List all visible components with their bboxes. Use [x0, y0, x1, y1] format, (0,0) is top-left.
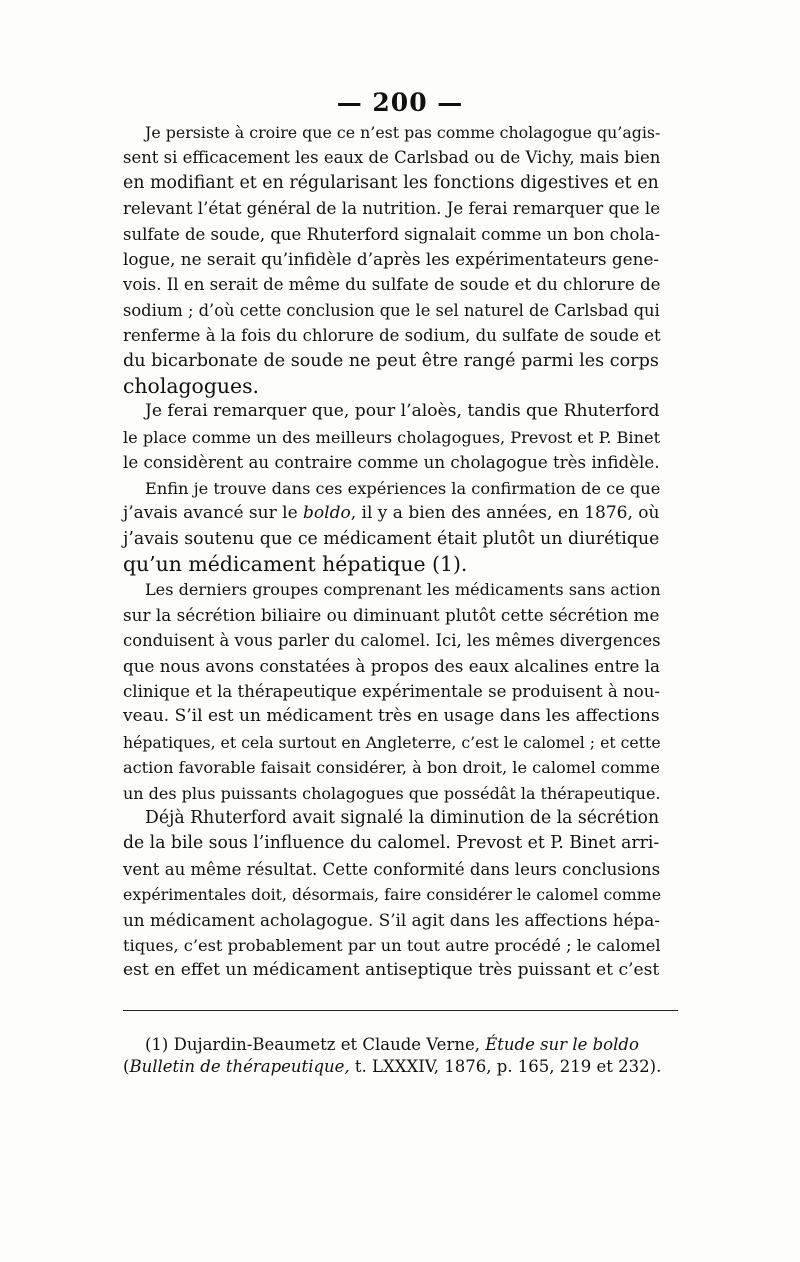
footnote-marker: (1) [145, 1035, 169, 1054]
text-line: le considèrent au contraire comme un cholagogue très infidèle. [123, 453, 660, 473]
text-line: le place comme un des meilleurs cholagogues, Prevost et P. Binet [123, 427, 661, 447]
text-line: renferme à la fois du chlorure de sodium, du sulfate de soude et [123, 326, 661, 346]
text-line: sent si efficacement les eaux de Carlsbad ou de Vichy, mais bien [123, 148, 661, 168]
text-line: est en effet un médicament antiseptique très puissant et c’est [123, 960, 660, 981]
text-line: que nous avons constatées à propos des eaux alcalines entre la [123, 655, 661, 676]
footnote-rule [123, 1010, 678, 1011]
text-line: un médicament acholagogue. S’il agit dans les affections hépa- [123, 909, 660, 930]
text-line: expérimentales doit, désormais, faire considérer le calomel comme [123, 885, 662, 905]
paragraph [123, 120, 678, 399]
text-line: hépatiques, et cela surtout en Angleterre, c’est le calomel ; et cette [123, 732, 661, 752]
footnote [123, 1034, 678, 1078]
text-line: de la bile sous l’influence du calomel. Prevost et P. Binet arri- [123, 833, 660, 854]
footnote-reference: t. LXXXIV, 1876, p. 165, 219 et 232). [349, 1057, 662, 1076]
text-line: action favorable faisait considérer, à bon droit, le calomel comme [123, 758, 660, 778]
text-line: vois. Il en serait de même du sulfate de soude et du chlorure de [123, 275, 661, 295]
text-line: Je persiste à croire que ce n’est pas comme cholagogue qu’agis- [145, 123, 661, 142]
text-line: du bicarbonate de soude ne peut être rangé parmi les corps [123, 350, 659, 371]
footnote-title: Étude sur le boldo [485, 1035, 639, 1054]
text-line: logue, ne serait qu’infidèle d’après les expérimentateurs gene- [123, 249, 660, 270]
paragraph [123, 577, 678, 806]
text-line: tiques, c’est probablement par un tout autre procédé ; le calomel [123, 936, 661, 955]
text-line: Les derniers groupes comprenant les médicaments sans action [145, 580, 661, 600]
text-line: j’avais avancé sur le boldo, il y a bien des années, en 1876, où [123, 503, 660, 524]
footnote-authors: Dujardin-Beaumetz et Claude Verne, [173, 1035, 480, 1054]
text-line: qu’un médicament hépatique (1). [123, 551, 468, 576]
text-line: Enfin je trouve dans ces expériences la confirmation de ce que [145, 478, 661, 498]
footnote-paren: ( [123, 1057, 130, 1076]
footnote-journal: Bulletin de thérapeutique, [129, 1057, 350, 1076]
text-line: en modifiant et en régularisant les fonctions digestives et en [123, 172, 659, 193]
text-line: conduisent à vous parler du calomel. Ici, les mêmes divergences [123, 631, 661, 651]
paragraph [123, 399, 678, 475]
text-line: Je ferai remarquer que, pour l’aloès, tandis que Rhuterford [145, 401, 660, 422]
text-line: un des plus puissants cholagogues que possédât la thérapeutique. [123, 783, 661, 803]
text-line: cholagogues. [123, 374, 260, 399]
paragraph [123, 476, 678, 578]
text-line: clinique et la thérapeutique expérimentale se produisent à nou- [123, 681, 660, 701]
text-line: j’avais soutenu que ce médicament était plutôt un diurétique [123, 528, 660, 549]
page-number: — 200 — [336, 88, 464, 117]
text-line: sulfate de soude, que Rhuterford signalait comme un bon chola- [123, 224, 661, 244]
text-line: sodium ; d’où cette conclusion que le sel naturel de Carlsbad qui [123, 300, 660, 320]
text-line: vent au même résultat. Cette conformité dans leurs conclusions [123, 859, 661, 879]
text-line: sur la sécrétion biliaire ou diminuant plutôt cette sécrétion me [123, 604, 660, 625]
body-text [123, 120, 678, 984]
text-line: relevant l’état général de la nutrition. Je ferai remarquer que le [123, 199, 661, 219]
text-line: veau. S’il est un médicament très en usage dans les affections [123, 706, 660, 727]
italic-word: boldo [303, 503, 351, 524]
text-line: Déjà Rhuterford avait signalé la diminution de la sécrétion [145, 807, 660, 828]
paragraph [123, 806, 678, 984]
